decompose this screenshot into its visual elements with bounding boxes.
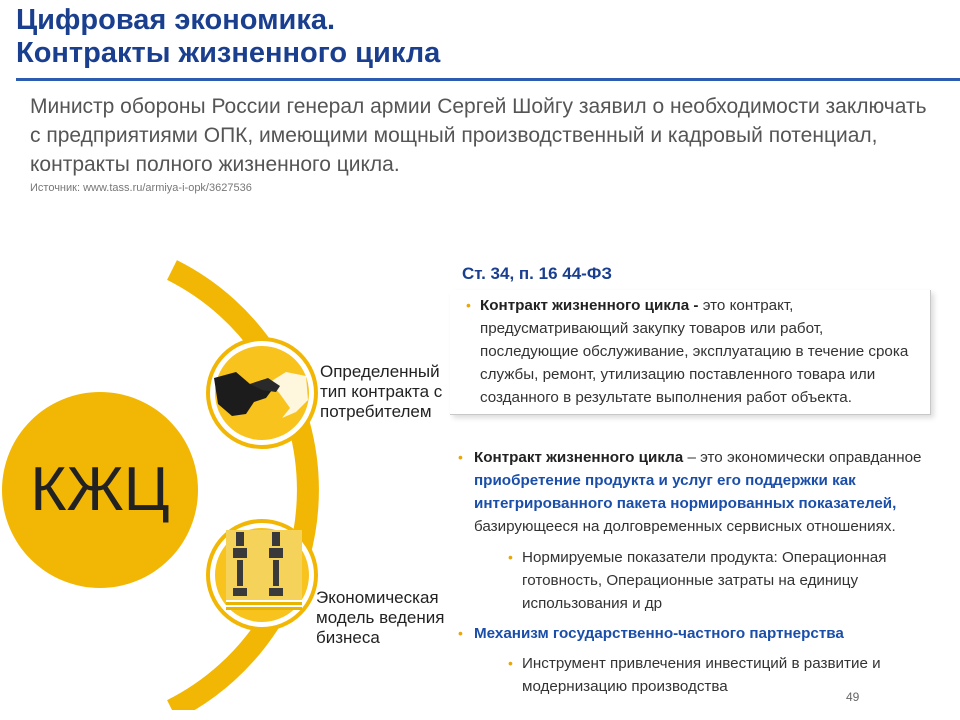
law-definition-text xyxy=(480,294,908,409)
bullet-dot: • xyxy=(458,449,463,465)
contract-type-line-2: тип контракта с xyxy=(320,382,443,401)
metrics-text xyxy=(522,546,886,615)
intro-line-2: с предприятиями ОПК, имеющими мощный производственный и кадровый потенциал, xyxy=(30,124,878,147)
law-line-3: последующие обслуживание, эксплуатацию в течение срока xyxy=(480,343,909,360)
contract-type-line-1: Определенный xyxy=(320,362,440,381)
intro-line-3: контракты полного жизненного цикла. xyxy=(30,153,400,176)
law-reference-heading: Ст. 34, п. 16 44-ФЗ xyxy=(462,264,612,283)
slide-title xyxy=(16,4,440,70)
law-line-4: службы, ремонт, утилизацию поставленного товара или xyxy=(480,366,876,383)
law-line-2: предусматривающий закупку товаров или работ, xyxy=(480,320,824,337)
bullet-dot: • xyxy=(458,625,463,641)
business-model-line-2: модель ведения xyxy=(316,608,445,627)
definition-blue-line-2: интегрированного пакета нормированных показателей, xyxy=(474,495,897,512)
law-line-5: созданного в результате выполнения работ объекта. xyxy=(480,389,852,406)
intro-line-1: Министр обороны России генерал армии Сергей Шойгу заявил о необходимости заключать xyxy=(30,95,927,118)
contract-type-line-3: потребителем xyxy=(320,402,432,421)
definition-blue-line-1: приобретение продукта и услуг его поддержки как xyxy=(474,472,856,489)
business-model-line-1: Экономическая xyxy=(316,588,439,607)
bullet-dot: • xyxy=(466,297,471,313)
definition-term: Контракт жизненного цикла xyxy=(474,449,684,466)
title-line-2: Контракты жизненного цикла xyxy=(16,37,441,69)
bullet-dot: • xyxy=(508,655,513,671)
source-citation: Источник: www.tass.ru/armiya-i-opk/3627536 xyxy=(30,182,252,194)
kzhc-center-label: КЖЦ xyxy=(30,455,170,524)
ppp-heading: Механизм государственно-частного партнерства xyxy=(474,625,844,642)
ppp-text xyxy=(522,652,881,698)
title-line-1: Цифровая экономика. xyxy=(16,4,336,36)
law-term: Контракт жизненного цикла - xyxy=(480,297,699,314)
definition-line-4: базирующееся на долговременных сервисных отношениях. xyxy=(474,518,896,535)
ppp-line-2: модернизацию производства xyxy=(522,678,728,695)
business-model-line-3: бизнеса xyxy=(316,628,380,647)
page-number: 49 xyxy=(846,690,860,704)
definition-line-1: – это экономически оправданное xyxy=(683,449,922,466)
title-divider xyxy=(16,78,960,81)
contract-type-label xyxy=(320,362,442,422)
business-model-label xyxy=(316,588,444,648)
ppp-line-1: Инструмент привлечения инвестиций в развитие и xyxy=(522,655,881,672)
handshake-icon xyxy=(208,339,316,447)
flowchart-icon xyxy=(208,521,316,629)
law-line-1: это контракт, xyxy=(698,297,794,314)
metrics-line-1: Нормируемые показатели продукта: Операционная xyxy=(522,549,887,566)
metrics-line-2: готовность, Операционные затраты на единицу xyxy=(522,572,859,589)
intro-paragraph xyxy=(30,92,950,179)
economic-definition-text xyxy=(474,446,921,538)
metrics-line-3: использования и др xyxy=(522,595,663,612)
bullet-dot: • xyxy=(508,549,513,565)
